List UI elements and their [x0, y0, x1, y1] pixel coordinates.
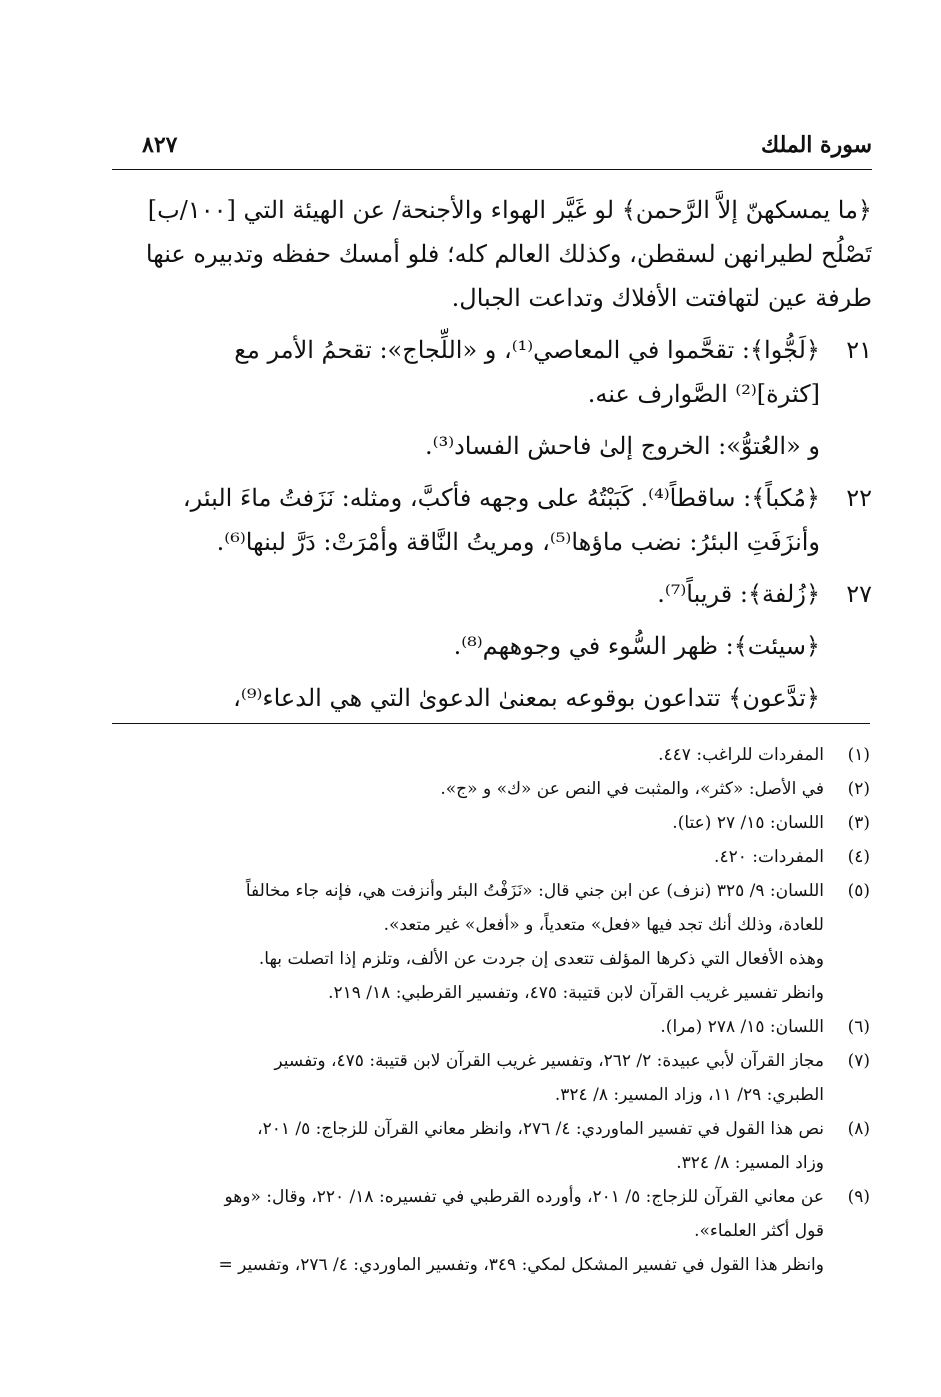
page-number: ٨٢٧	[142, 132, 178, 158]
intro-paragraph	[112, 188, 872, 320]
verse-entry	[112, 424, 872, 468]
footnote	[112, 738, 870, 772]
text-line: ﴿تدَّعون﴾ تتداعون بوقوعه بمعنىٰ الدعوىٰ التي هي الدعاء⁽⁹⁾،	[233, 684, 820, 712]
text-line: ﴿لَجُّوا﴾: تقحَّموا في المعاصي⁽¹⁾، و «اللِّجاج»: تقحمُ الأمر مع	[234, 336, 820, 364]
verse-entry	[112, 328, 872, 416]
text-line: ﴿سيئت﴾: ظهر السُّوء في وجوههم⁽⁸⁾.	[453, 632, 820, 660]
footnote-line: المفردات: ٤٢٠.	[714, 847, 824, 867]
footnote-line: وهذه الأفعال التي ذكرها المؤلف تتعدى إن جردت عن الألف، وتلزم إذا اتصلت بها.	[258, 949, 824, 969]
text-line: ﴿زُلفة﴾: قريباً⁽⁷⁾.	[657, 580, 820, 608]
main-text	[112, 188, 872, 720]
text-line: [كثرة]⁽²⁾ الصَّوارف عنه.	[587, 380, 820, 408]
footnote-line: للعادة، وذلك أنك تجد فيها «فعل» متعدياً، و «أفعل» غير متعد».	[383, 915, 824, 935]
footnote-number: (٤)	[847, 847, 870, 867]
footnote	[112, 806, 870, 840]
verse-number: ٢١	[846, 336, 872, 364]
footnote-number: (٦)	[847, 1017, 870, 1037]
footnote	[112, 1112, 870, 1180]
footnote-line: اللسان: ١٥/ ٢٧٨ (مرا).	[660, 1017, 824, 1037]
footnote-number: (١)	[847, 745, 870, 765]
footnote	[112, 874, 870, 1010]
verse-entry	[112, 676, 872, 720]
footnote-line: مجاز القرآن لأبي عبيدة: ٢/ ٢٦٢، وتفسير غريب القرآن لابن قتيبة: ٤٧٥، وتفسير	[274, 1051, 824, 1071]
footnote-line: اللسان: ٩/ ٣٢٥ (نزف) عن ابن جني قال: «نَزَفْتُ البئر وأنزفت هي، فإنه جاء مخالفاً	[245, 881, 824, 901]
text-line: ﴿ما يمسكهنّ إلاَّ الرَّحمن﴾ لو غَيَّر الهواء والأجنحة/ عن الهيئة التي [١٠٠/ب]	[147, 196, 872, 224]
verse-number: ٢٢	[846, 484, 872, 512]
footnote-number: (٣)	[847, 813, 870, 833]
text-line: طرفة عين لتهافتت الأفلاك وتداعت الجبال.	[451, 284, 872, 312]
footnote-number: (٧)	[847, 1051, 870, 1071]
verse-number: ٢٧	[846, 580, 872, 608]
footnote-line: وزاد المسير: ٨/ ٣٢٤.	[676, 1153, 824, 1173]
text-line: ﴿مُكباً﴾: ساقطاً⁽⁴⁾. كَبَبْتُهُ على وجهه فأكبَّ، ومثله: نَزَفتُ ماءَ البئر،	[182, 484, 820, 512]
footnote-number: (٥)	[847, 881, 870, 901]
text-line: وأنزَفَتِ البئرُ: نضب ماؤها⁽⁵⁾، ومريتُ النَّاقة وأمْرَتْ: دَرَّ لبنها⁽⁶⁾.	[216, 528, 820, 556]
footnote	[112, 1044, 870, 1112]
footnote-line: نص هذا القول في تفسير الماوردي: ٤/ ٢٧٦، وانظر معاني القرآن للزجاج: ٥/ ٢٠١،	[257, 1119, 824, 1139]
footnote	[112, 1010, 870, 1044]
text-line: تَصْلُح لطيرانهن لسقطن، وكذلك العالم كله؛ فلو أمسك حفظه وتدبيره عنها	[145, 240, 872, 268]
footnote-line: المفردات للراغب: ٤٤٧.	[658, 745, 824, 765]
footnote	[112, 1180, 870, 1282]
footnote	[112, 772, 870, 806]
header-rule	[112, 169, 872, 170]
footnote-line: قول أكثر العلماء».	[694, 1221, 824, 1241]
footnote-line: عن معاني القرآن للزجاج: ٥/ ٢٠١، وأورده القرطبي في تفسيره: ١٨/ ٢٢٠، وقال: «وهو	[224, 1187, 824, 1207]
verse-entry	[112, 476, 872, 564]
verse-entry	[112, 572, 872, 616]
verse-entry	[112, 624, 872, 668]
footnotes	[112, 738, 870, 1282]
footnote-separator	[112, 723, 870, 724]
footnote-line: وانظر تفسير غريب القرآن لابن قتيبة: ٤٧٥، وتفسير القرطبي: ١٨/ ٢١٩.	[328, 983, 824, 1003]
footnote-line: اللسان: ١٥/ ٢٧ (عتا).	[672, 813, 824, 833]
page-header	[112, 128, 872, 168]
footnote	[112, 840, 870, 874]
text-line: و «العُتوُّ»: الخروج إلىٰ فاحش الفساد⁽³⁾.	[425, 432, 820, 460]
footnote-number: (٢)	[847, 779, 870, 799]
surah-title: سورة الملك	[761, 132, 872, 158]
footnote-line: في الأصل: «كثر»، والمثبت في النص عن «ك» و «ج».	[440, 779, 824, 799]
continuation-line: وانظر هذا القول في تفسير المشكل لمكي: ٣٤٩، وتفسير الماوردي: ٤/ ٢٧٦، وتفسير =	[218, 1255, 824, 1275]
footnote-number: (٩)	[847, 1187, 870, 1207]
footnote-number: (٨)	[847, 1119, 870, 1139]
footnote-line: الطبري: ٢٩/ ١١، وزاد المسير: ٨/ ٣٢٤.	[554, 1085, 824, 1105]
